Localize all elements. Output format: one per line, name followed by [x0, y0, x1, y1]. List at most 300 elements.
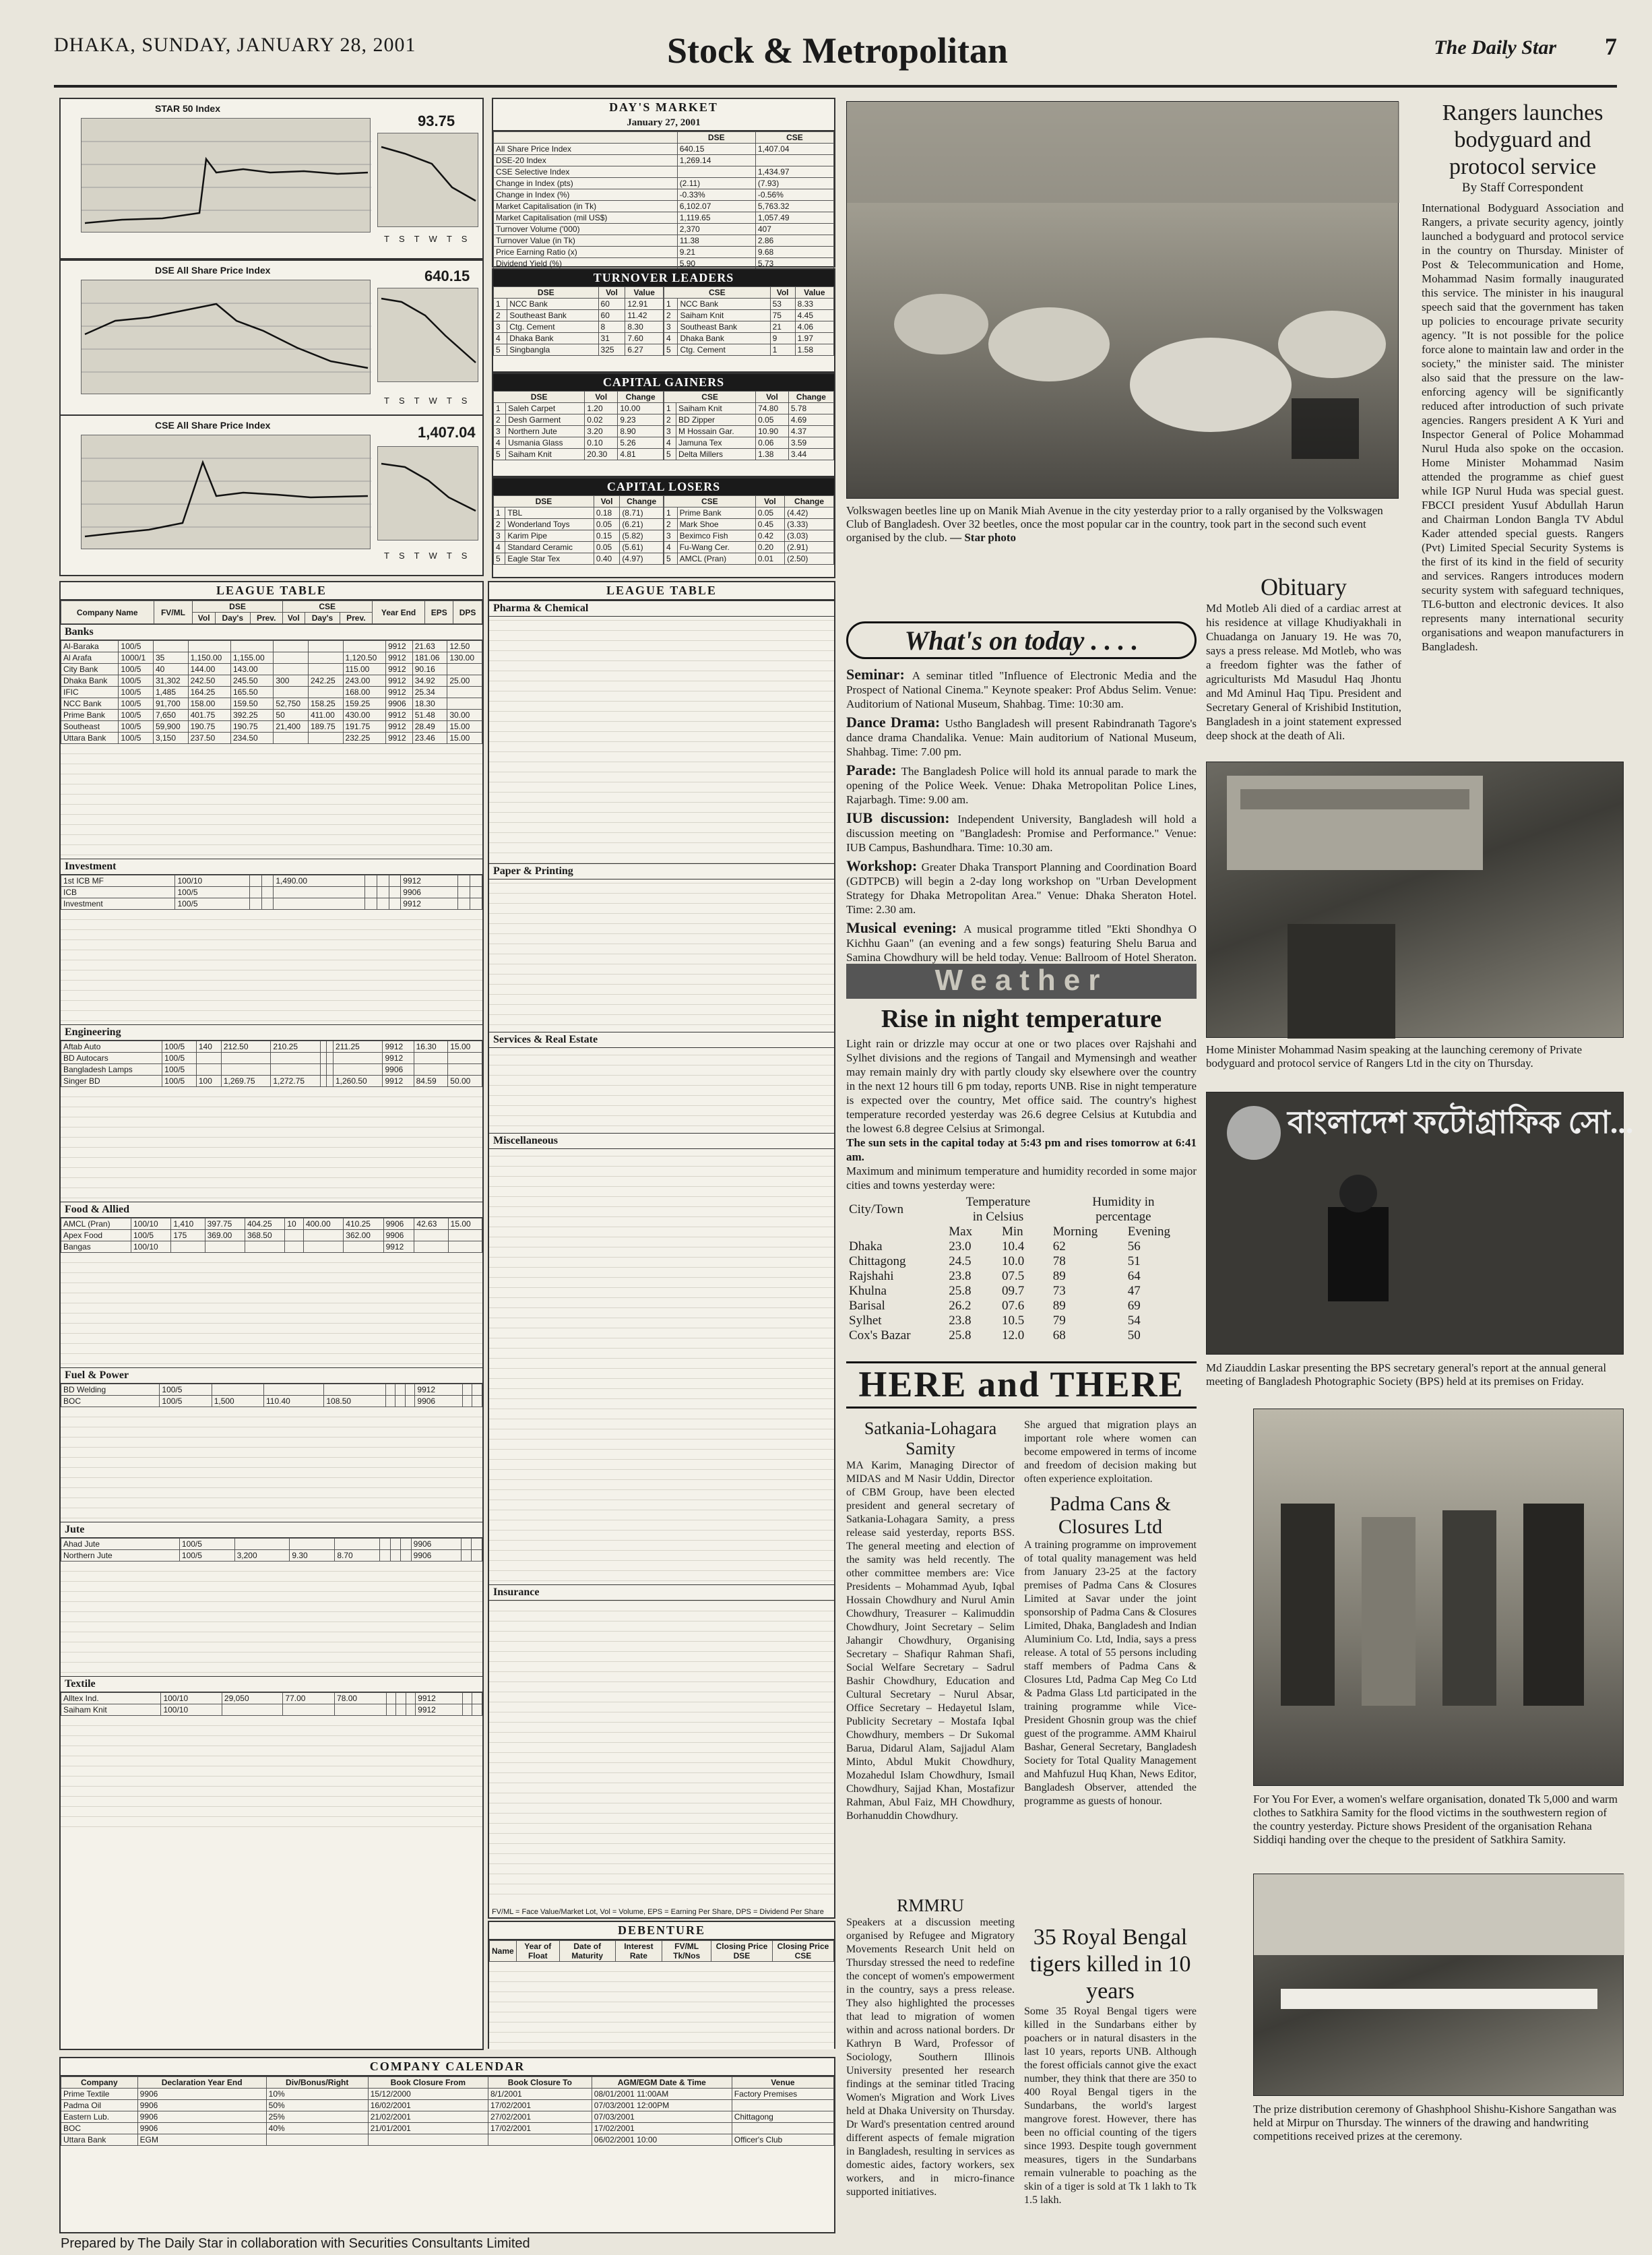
table-cell	[377, 875, 389, 887]
table-cell: 15.00	[448, 1041, 482, 1053]
turnover-leaders-title: TURNOVER LEADERS	[493, 270, 834, 286]
table-cell: Uttara Bank	[61, 733, 119, 744]
table-cell: 362.00	[344, 1230, 383, 1241]
table-cell: 07/03/2001 12:00PM	[592, 2100, 732, 2111]
table-cell: Apex Food	[61, 1230, 131, 1241]
padma-headline: Padma Cans & Closures Ltd	[1050, 1493, 1171, 1538]
table-cell	[385, 1384, 395, 1396]
table-cell: 9912	[385, 675, 412, 687]
table-row	[846, 1254, 1197, 1269]
table-row	[494, 166, 834, 178]
table-cell: Dhaka Bank	[678, 333, 770, 344]
table-cell: 1,485	[154, 687, 189, 698]
table-cell	[380, 1550, 390, 1562]
table-cell: 07.5	[1001, 1269, 1025, 1283]
table-cell	[308, 652, 343, 664]
table-cell	[458, 898, 470, 910]
table-row	[494, 414, 664, 426]
table-cell	[154, 641, 189, 652]
table-cell: 21/02/2001	[368, 2111, 488, 2123]
satkania-body: MA Karim, Managing Director of MIDAS and M Nasir Uddin, Director of CBM Group, have been elected president and general secretary of Satkania-Lohagara Samity, a press release said yesterday, reports BSS. The general meeting and election of the samity was held recently. The other committee members are: Vice Presidents – Mohammad Ayub, Iqbal Hossain Chowdhury and Nurul Amin Chowdhury, Treasurer – Kalimuddin Chowdhury, Joint Secretary – Selim Jahangir Chowdhury, Organising Secretary – Shafiqur Rahman Shafi, Social Welfare Secretary – Sadrul Bashir Chowdhury, Education and Cultural Secretary – Nurul Absar, Office Secretary – Hedayetul Islam, Publicity Secretary – Mostafa Iqbal Chowdhury, members – Dr Sukomal Barua, Didarul Alam, Sajjadul Alam Minto, Abdul Mukit Chowdhury, Mozahedul Islam Chowdhury, Ismail Chowdhury, Sajjad Khan, Mostafizur Rahman, Abul Faiz, MH Chowdhury, Borhanuddin Chowdhury.	[846, 1460, 1015, 1822]
table-cell: 17/02/2001	[592, 2123, 732, 2134]
table-cell: 0.02	[585, 414, 618, 426]
table-cell	[472, 1693, 482, 1704]
sector-table	[61, 1218, 482, 1253]
table-cell: 1	[664, 299, 678, 310]
table-cell	[266, 2134, 368, 2146]
table-cell	[327, 1053, 333, 1064]
table-cell	[405, 1384, 415, 1396]
prize-ceremony-illustration	[1254, 1874, 1624, 2097]
table-cell: 25.34	[412, 687, 447, 698]
table-cell: 100/10	[131, 1218, 170, 1230]
table-cell	[377, 898, 389, 910]
table-cell: 1,057.49	[755, 212, 833, 224]
table-cell	[472, 1550, 482, 1562]
table-cell: 68	[1052, 1328, 1066, 1342]
table-cell: Turnover Volume ('000)	[494, 224, 678, 235]
table-cell	[303, 1241, 343, 1253]
table-cell: 368.50	[245, 1230, 284, 1241]
table-cell: 212.50	[221, 1041, 271, 1053]
table-row	[61, 1041, 482, 1053]
table-cell	[386, 1704, 395, 1716]
table-header: Name	[490, 1941, 517, 1962]
table-cell: 5	[664, 344, 678, 356]
table-cell	[470, 875, 482, 887]
table-cell: 9906	[411, 1539, 461, 1550]
cse-week-chart	[377, 446, 478, 540]
table-row	[494, 553, 664, 565]
table-cell: 7.60	[625, 333, 664, 344]
table-cell	[274, 652, 309, 664]
table-cell: Dhaka Bank	[61, 675, 119, 687]
table-cell	[283, 1704, 335, 1716]
table-cell: 9906	[383, 1230, 414, 1241]
table-cell	[458, 887, 470, 898]
table-cell: 9912	[416, 1693, 463, 1704]
rmmru-body: Speakers at a discussion meeting organised by Refugee and Migratory Movements Research Unit held on Thursday stressed the need to redefine the concept of women's empowerment in the country, says a press release. They also highlighted the processes that lead to migration of women within and across national borders. Dr Kathryn B Ward, Professor of Sociology, Southern Illinois University presented her research findings at the seminar titled Tracing Women's Migration and Work Lives held at Dhaka University on Thursday. Dr Ward's presentation centred around different aspects of female migration in Bangladesh, resulting in services as domestic aides, factory workers, sex workers, and in micro-finance supported initiatives.	[846, 1917, 1015, 2198]
table-cell	[196, 1064, 221, 1076]
table-cell: 100/5	[119, 641, 154, 652]
table-cell	[274, 898, 365, 910]
table-cell	[396, 1704, 406, 1716]
table-cell: 210.25	[271, 1041, 321, 1053]
table-row	[494, 437, 664, 449]
table-cell: 5	[494, 553, 505, 565]
table-cell: Karim Pipe	[505, 530, 594, 542]
ffe-group-illustration	[1254, 1409, 1624, 1787]
table-cell: 1,407.04	[755, 144, 833, 155]
star50-chart-panel	[59, 98, 484, 259]
sector-table	[61, 875, 482, 910]
gainers-dse-table: DSE Vol Change 1 Saleh Carpet 1.20 10.00 2 Desh Garment 0.02 9.23 3 Northern Jute 3.20 8.90 4 Usmania Glass 0.10 5.26 5 Saiham Knit 20.30 4.81	[493, 391, 664, 460]
table-cell: Uttara Bank	[61, 2134, 138, 2146]
table-cell	[271, 1053, 321, 1064]
table-row	[61, 2100, 834, 2111]
table-cell: 28.49	[412, 721, 447, 733]
table-cell	[677, 166, 755, 178]
table-cell	[327, 1076, 333, 1087]
table-cell: Alltex Ind.	[61, 1693, 161, 1704]
table-row	[61, 1053, 482, 1064]
table-cell: 5	[664, 449, 676, 460]
table-cell: Saleh Carpet	[506, 403, 585, 414]
table-cell: 75	[770, 310, 795, 321]
table-cell	[732, 2100, 833, 2111]
table-cell: 69	[1127, 1299, 1141, 1313]
table-cell	[335, 1704, 387, 1716]
table-cell	[414, 1241, 448, 1253]
prize-photo-caption: The prize distribution ceremony of Ghashphool Shishu-Kishore Sangathan was held at Mirpur on Thursday. The winners of the drawing and handwriting competitions received prizes at the ceremony.	[1253, 2103, 1617, 2142]
table-cell: Price Earning Ratio (x)	[494, 247, 678, 258]
table-row	[494, 542, 664, 553]
table-cell	[303, 1230, 343, 1241]
table-cell: 3.59	[788, 437, 833, 449]
table-cell: 52,750	[274, 698, 309, 710]
table-cell: 100/5	[119, 733, 154, 744]
table-cell: 165.50	[230, 687, 273, 698]
table-cell: 100/5	[162, 1064, 197, 1076]
table-cell: 4	[664, 333, 678, 344]
table-row	[494, 224, 834, 235]
table-row	[61, 1064, 482, 1076]
table-cell: 25.00	[447, 675, 482, 687]
table-header: Closing Price DSE	[711, 1941, 773, 1962]
event-label: Parade:	[846, 762, 901, 778]
table-cell: (8.71)	[620, 507, 664, 519]
table-cell: Singer BD	[61, 1076, 162, 1087]
sector-heading: Engineering	[61, 1024, 482, 1041]
table-row	[664, 437, 834, 449]
sector-rows-filler	[61, 1716, 482, 1830]
table-cell: 9906	[137, 2089, 266, 2100]
table-row	[61, 1230, 482, 1241]
table-cell: 18.30	[412, 698, 447, 710]
table-cell: 100	[196, 1076, 221, 1087]
table-cell	[290, 1539, 335, 1550]
table-cell: 23.8	[949, 1269, 972, 1283]
table-cell	[327, 1041, 333, 1053]
table-cell	[472, 1539, 482, 1550]
league-footnote: FV/ML = Face Value/Market Lot, Vol = Volume, EPS = Earning Per Share, DPS = Dividend Per Share	[492, 1908, 824, 1916]
table-header: Book Closure From	[368, 2077, 488, 2089]
table-cell	[249, 887, 261, 898]
table-cell	[472, 1396, 482, 1407]
table-cell: 07/03/2001	[592, 2111, 732, 2123]
table-cell: 1	[494, 403, 506, 414]
table-cell: Padma Oil	[61, 2100, 138, 2111]
table-cell: 9906	[385, 698, 412, 710]
table-cell: 401.75	[188, 710, 230, 721]
table-cell: 1,269.75	[221, 1076, 271, 1087]
table-cell	[447, 698, 482, 710]
table-cell: 0.18	[594, 507, 619, 519]
table-cell: 77.00	[283, 1693, 335, 1704]
bps-photo	[1206, 1092, 1634, 1355]
weekday-ticks: TSTWTS	[384, 234, 477, 244]
table-cell: IFIC	[61, 687, 119, 698]
table-cell: 17/02/2001	[488, 2123, 592, 2134]
rmmru-headline: RMMRU	[897, 1896, 964, 1915]
table-cell	[462, 1384, 472, 1396]
table-cell	[414, 1064, 448, 1076]
table-cell: 3	[664, 321, 678, 333]
table-cell	[261, 898, 274, 910]
sector-heading: Banks	[61, 624, 482, 640]
table-cell: (2.50)	[785, 553, 834, 565]
sector-table	[61, 1041, 482, 1087]
table-row	[61, 898, 482, 910]
table-cell: 2	[494, 414, 506, 426]
table-cell: BD Autocars	[61, 1053, 162, 1064]
table-cell	[448, 1230, 482, 1241]
days-market-table: DSE CSE All Share Price Index 640.15 1,407.04 DSE-20 Index 1,269.14 CSE Selective Index 1,434.97 Change in Index (pts) (2.11) (7.93) Change in Index (%) -0.33% -0.56% Market Capitalisation (in Tk) 6,102.07 5,763.32 Market Capitalisation (mil US$) 1,119.65 1,057.49 Turnover Volume ('000) 2,370 407 Turnover Value (in Tk) 11.38 2.86 Price Earning Ratio (x) 9.21 9.68 Dividend Yield (%) 5.90 5.73	[493, 131, 834, 270]
league-table-title: LEAGUE TABLE	[61, 582, 482, 600]
table-cell: Barisal	[849, 1299, 885, 1313]
sector-table	[61, 640, 482, 744]
table-cell: 5.73	[755, 258, 833, 270]
table-cell: 1	[770, 344, 795, 356]
star50-week-line	[381, 147, 476, 201]
table-cell	[395, 1384, 406, 1396]
table-row	[664, 542, 834, 553]
prize-photo	[1253, 1874, 1624, 2096]
table-cell: Eastern Lub.	[61, 2111, 138, 2123]
table-cell	[472, 1704, 482, 1716]
debenture-panel	[488, 1921, 835, 2049]
weather-headline: Rise in night temperature	[881, 1005, 1162, 1033]
table-cell	[188, 641, 230, 652]
table-cell: Officer's Club	[732, 2134, 833, 2146]
table-cell: Aftab Auto	[61, 1041, 162, 1053]
table-row	[664, 414, 834, 426]
table-cell: 3,150	[154, 733, 189, 744]
chart-title: CSE All Share Price Index	[155, 420, 271, 431]
table-cell: 4.81	[618, 449, 664, 460]
table-cell: 23.8	[949, 1314, 972, 1328]
debenture-title: DEBENTURE	[489, 1922, 834, 1940]
table-cell	[390, 1539, 400, 1550]
table-row	[61, 2134, 834, 2146]
table-cell: 12.0	[1001, 1328, 1025, 1342]
whats-on-list	[846, 666, 1197, 964]
table-cell	[406, 1693, 415, 1704]
table-cell: 410.25	[344, 1218, 383, 1230]
table-cell: Ahad Jute	[61, 1539, 180, 1550]
table-row	[61, 721, 482, 733]
masthead	[54, 27, 1617, 88]
table-cell: 234.50	[230, 733, 273, 744]
table-header: FV/ML Tk/Nos	[662, 1941, 711, 1962]
table-cell: 9912	[383, 1041, 414, 1053]
table-cell	[344, 1241, 383, 1253]
table-cell: 1.58	[795, 344, 833, 356]
table-row	[61, 698, 482, 710]
table-cell: 9912	[385, 710, 412, 721]
sector-heading: Jute	[61, 1522, 482, 1538]
bps-banner-text: বাংলাদেশ ফটোগ্রাফিক সো...	[1288, 1105, 1634, 1140]
table-cell	[447, 687, 482, 698]
dse-week-chart	[377, 288, 478, 382]
table-cell: 369.00	[205, 1230, 245, 1241]
table-cell: 1000/1	[119, 652, 154, 664]
rangers-event-photo	[1206, 762, 1624, 1038]
table-cell: Southeast	[61, 721, 119, 733]
table-cell	[488, 2134, 592, 2146]
table-cell: Standard Ceramic	[505, 542, 594, 553]
table-cell: 31	[598, 333, 625, 344]
event-text: A musical programme titled "Ekti Shondhya O Kichhu Gaan" (an evening and a few songs) featuring Shelu Barua and Samina Chowdhury will be held today. Venue: Ballroom of Hotel Sheraton.	[846, 923, 1197, 964]
table-cell: 9912	[385, 664, 412, 675]
table-cell: 3	[494, 530, 505, 542]
table-cell: 242.25	[308, 675, 343, 687]
table-cell: 9912	[383, 1076, 414, 1087]
table-cell	[221, 1053, 271, 1064]
table-cell: 175	[171, 1230, 205, 1241]
table-cell: Bangas	[61, 1241, 131, 1253]
table-cell: 54	[1127, 1314, 1141, 1328]
table-cell: 1,150.00	[188, 652, 230, 664]
table-cell: 5.78	[788, 403, 833, 414]
sector-rows-filler	[61, 1087, 482, 1202]
rangers-photo-caption: Home Minister Mohammad Nasim speaking at the launching ceremony of Private bodyguard and protocol service of Rangers Ltd in the city on Thursday.	[1206, 1043, 1583, 1070]
sector-rows-filler	[61, 910, 482, 1024]
table-cell	[212, 1384, 263, 1396]
table-row	[61, 652, 482, 664]
event-text: Independent University, Bangladesh will hold a discussion meeting on "Bangladesh: Promise and Performance." Venue: IUB Campus, Bashundhara. Time: 10.30 am.	[846, 813, 1197, 854]
table-cell: Market Capitalisation (mil US$)	[494, 212, 678, 224]
table-cell: 140	[196, 1041, 221, 1053]
losers-dse-table: DSE Vol Change 1 TBL 0.18 (8.71) 2 Wonderland Toys 0.05 (6.21) 3 Karim Pipe 0.15 (5.82) 4 Standard Ceramic 0.05 (5.61) 5 Eagle Star Tex 0.40 (4.97)	[493, 495, 664, 565]
table-cell: 430.00	[343, 710, 385, 721]
table-cell	[395, 1396, 406, 1407]
table-cell	[308, 664, 343, 675]
table-cell: 25.8	[949, 1328, 972, 1342]
ffe-photo	[1253, 1409, 1624, 1786]
table-cell: 1,434.97	[755, 166, 833, 178]
table-cell	[261, 875, 274, 887]
table-row	[664, 299, 834, 310]
table-row	[846, 1299, 1197, 1314]
table-cell: NCC Bank	[507, 299, 598, 310]
table-cell: 1.38	[756, 449, 789, 460]
table-cell: 189.75	[308, 721, 343, 733]
table-row	[61, 2089, 834, 2100]
table-cell	[385, 1396, 395, 1407]
table-row	[494, 449, 664, 460]
table-cell: AMCL (Pran)	[677, 553, 755, 565]
bps-photo-caption: Md Ziauddin Laskar presenting the BPS secretary general's report at the annual general meeting of Bangladesh Photographic Society (BPS) held at its premises on Friday.	[1206, 1361, 1607, 1388]
table-cell	[274, 664, 309, 675]
table-cell: Rajshahi	[849, 1269, 894, 1283]
table-row	[61, 710, 482, 721]
table-cell	[462, 1704, 472, 1716]
table-cell: 84.59	[414, 1076, 448, 1087]
table-cell: 0.40	[594, 553, 619, 565]
table-cell: 9912	[385, 687, 412, 698]
table-cell	[448, 1064, 482, 1076]
event-text: The Bangladesh Police will hold its annual parade to mark the opening of the Police Week. Venue: Dhaka Metropolitan Police Lines, Rajarbagh. Time: 9.00 am.	[846, 765, 1197, 806]
table-cell: 40	[154, 664, 189, 675]
table-cell: 07.6	[1001, 1299, 1025, 1313]
table-cell: BOC	[61, 2123, 138, 2134]
table-cell: 9.30	[290, 1550, 335, 1562]
table-header: Interest Rate	[615, 1941, 662, 1962]
table-cell	[320, 1053, 327, 1064]
league-table-right	[488, 581, 835, 1919]
table-cell: 110.40	[264, 1396, 324, 1407]
table-cell: 130.00	[447, 652, 482, 664]
table-cell: Ctg. Cement	[678, 344, 770, 356]
table-cell	[755, 155, 833, 166]
table-row	[61, 1396, 482, 1407]
chart-title: DSE All Share Price Index	[155, 265, 271, 276]
table-row	[61, 1218, 482, 1230]
table-cell: 100/5	[119, 687, 154, 698]
table-cell: (2.11)	[677, 178, 755, 189]
table-header: Venue	[732, 2077, 833, 2089]
table-cell: Prime Bank	[677, 507, 755, 519]
table-cell	[320, 1041, 327, 1053]
table-cell: 0.06	[756, 437, 789, 449]
table-cell: 100/5	[119, 710, 154, 721]
table-cell: BD Welding	[61, 1384, 160, 1396]
table-cell: 4	[494, 333, 507, 344]
table-cell: 20.30	[585, 449, 618, 460]
table-cell	[389, 887, 401, 898]
table-cell: (4.97)	[620, 553, 664, 565]
table-cell	[308, 733, 343, 744]
table-cell: Saiham Knit	[678, 310, 770, 321]
table-cell: 411.00	[308, 710, 343, 721]
obituary-body: Md Motleb Ali died of a cardiac arrest at his residence at village Khudiyakhali in Chuadanga on January 19. He was 70, says a press release. Md Motleb, who was a freedom fighter was the father of agriculturists Md Masudul Haq Jhontu and Md Aminul Haq Tipu. President and Secretary General of Krishibid Institution, Bangladesh in a joint statement expressed deep shock at the death of Ali.	[1206, 602, 1401, 742]
table-cell: 211.25	[333, 1041, 383, 1053]
table-row	[494, 519, 664, 530]
table-cell: 232.25	[343, 733, 385, 744]
event-label: Musical evening:	[846, 919, 964, 936]
table-cell	[285, 1241, 304, 1253]
table-cell: 62	[1052, 1239, 1066, 1254]
vw-beetles-caption: Volkswagen beetles line up on Manik Miah Avenue in the city yesterday prior to a rally organised by the Volkswagen Club of Bangladesh. Over 32 beetles, once the most popular car in the country, took part in the second such event organised by the club. — Star photo	[846, 504, 1383, 544]
table-row	[61, 1076, 482, 1087]
table-cell: 100/5	[119, 721, 154, 733]
table-cell: Desh Garment	[506, 414, 585, 426]
sector-rows-filler	[61, 1407, 482, 1522]
table-cell	[365, 898, 377, 910]
table-cell: 0.05	[594, 519, 619, 530]
cse-line-chart	[81, 435, 371, 549]
table-cell: 100/5	[179, 1550, 234, 1562]
table-cell: 34.92	[412, 675, 447, 687]
table-cell	[274, 887, 365, 898]
table-header: Date of Maturity	[559, 1941, 615, 1962]
table-cell: 50%	[266, 2100, 368, 2111]
table-row	[846, 1239, 1197, 1254]
table-cell	[205, 1241, 245, 1253]
table-cell: 2.86	[755, 235, 833, 247]
table-cell: 9906	[415, 1396, 462, 1407]
table-cell: Cox's Bazar	[849, 1328, 911, 1342]
table-cell: 325	[598, 344, 625, 356]
dateline: DHAKA, SUNDAY, JANUARY 28, 2001	[54, 34, 416, 56]
table-cell: 8.70	[335, 1550, 380, 1562]
table-cell: 5	[664, 553, 678, 565]
table-row	[494, 212, 834, 224]
table-cell: -0.33%	[677, 189, 755, 201]
company-calendar-title: COMPANY CALENDAR	[61, 2058, 834, 2076]
table-cell: BD Zipper	[676, 414, 756, 426]
